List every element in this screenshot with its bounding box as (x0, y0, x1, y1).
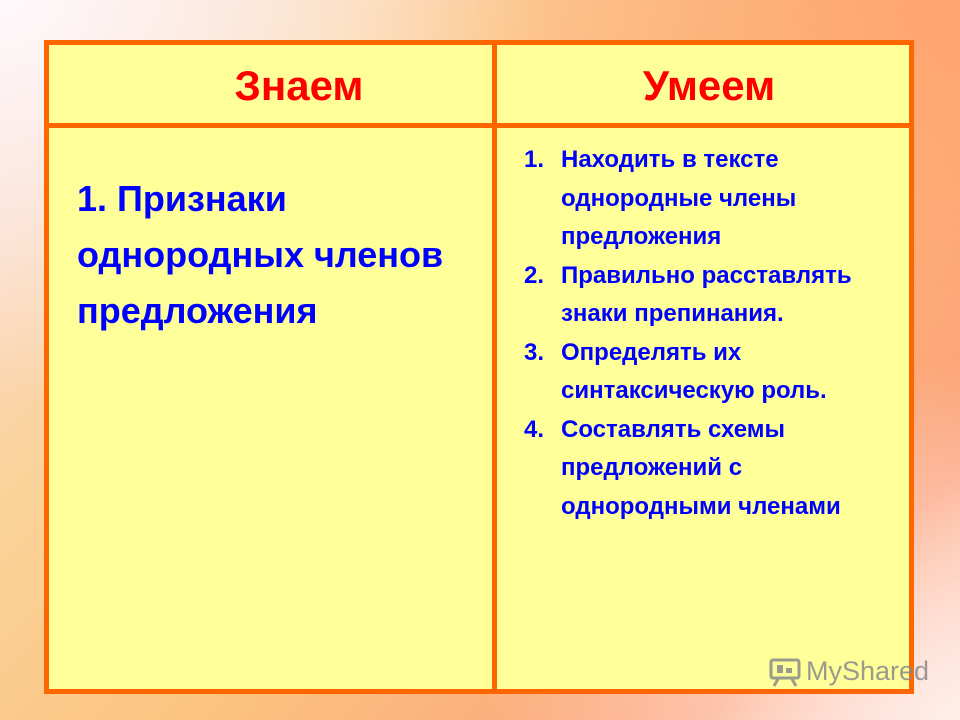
skill-number: 4. (524, 415, 545, 443)
skills-list (524, 141, 904, 526)
skill-item (524, 411, 904, 527)
column-divider (492, 45, 497, 689)
myshared-watermark (768, 656, 929, 687)
knowledge-skills-table (44, 40, 914, 694)
skill-text: Правильно расставлять знаки препинания. (561, 261, 852, 327)
known-item: 1. Признаки однородных членов предложения (77, 178, 444, 331)
skill-item (524, 257, 904, 334)
skill-text: Находить в тексте однородные члены предложения (561, 146, 797, 250)
skill-text: Составлять схемы предложений с однородными членами (561, 415, 841, 520)
skill-text: Определять их синтаксическую роль. (561, 338, 827, 404)
watermark-text: MyShared (806, 656, 930, 686)
skill-number: 2. (524, 261, 545, 289)
skill-number: 3. (524, 338, 545, 366)
header-can: Умеем (642, 62, 776, 109)
header-know: Знаем (234, 62, 364, 109)
skill-number: 1. (524, 146, 545, 173)
skill-item (524, 141, 904, 257)
skill-item (524, 334, 904, 411)
header-divider (49, 123, 909, 128)
presentation-board-icon (768, 657, 802, 687)
